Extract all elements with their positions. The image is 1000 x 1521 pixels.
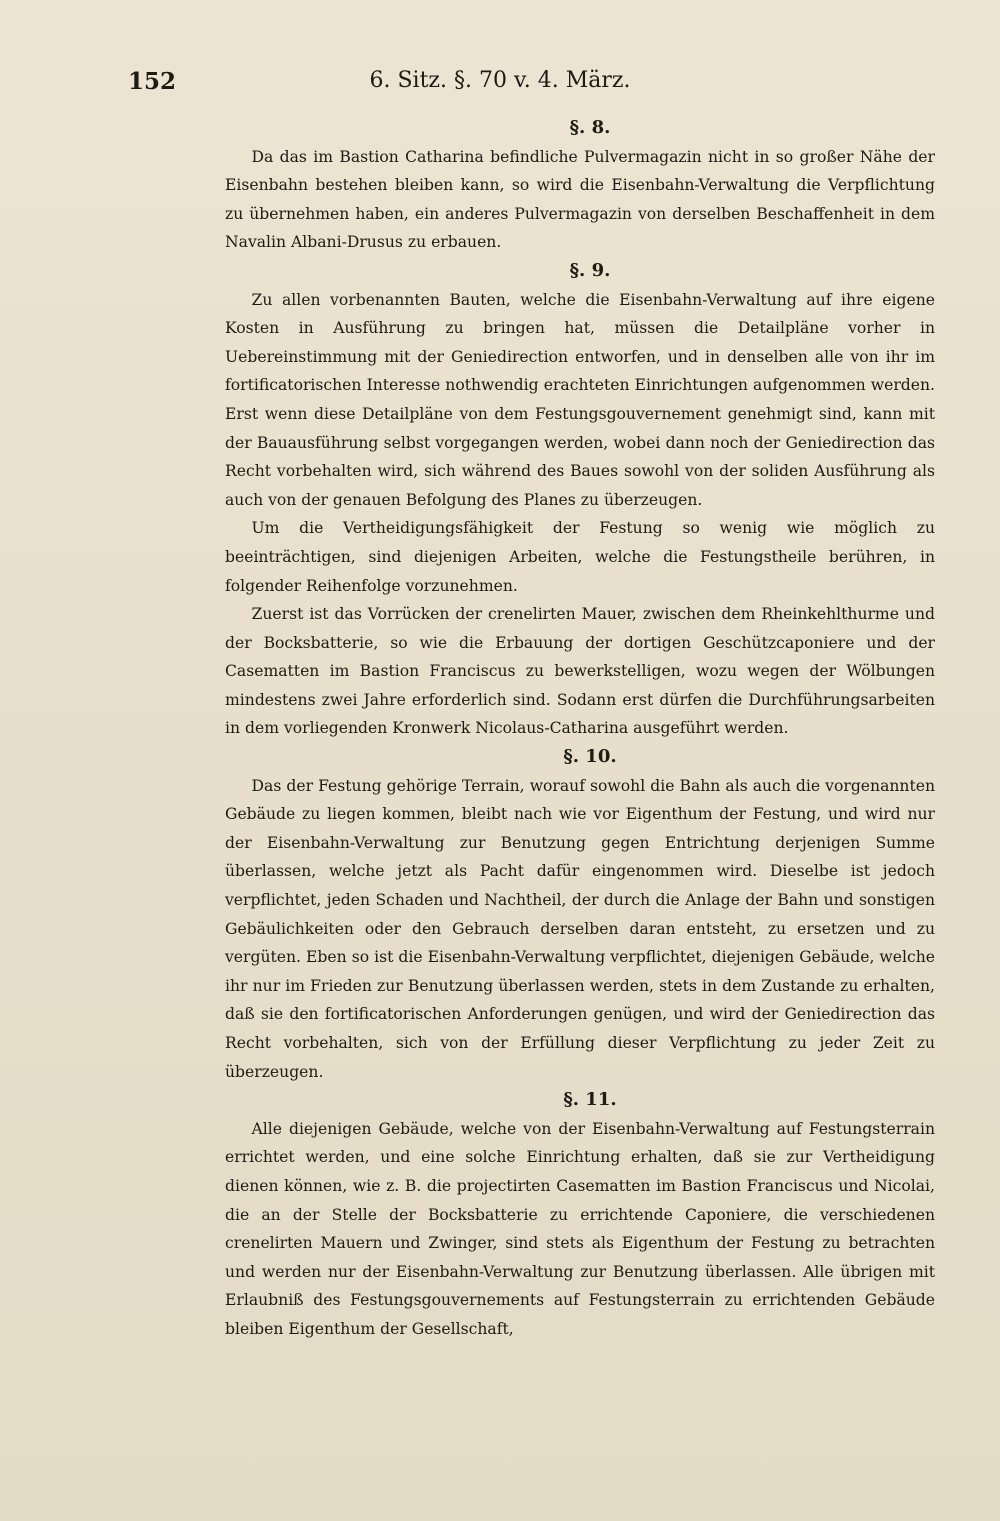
section [225, 743, 935, 1086]
paragraph: Um die Vertheidigungsfähigkeit der Festung so wenig wie möglich zu beeinträchtigen, sind diejenigen Arbeiten, welche die Festungstheile berühren, in folgender Reihenfolge vorzunehmen. [225, 519, 935, 595]
paragraph: Alle diejenigen Gebäude, welche von der Eisenbahn-Verwaltung auf Festungsterrain errichtet werden, und eine solche Einrichtung erhalten, daß sie zur Vertheidigung dienen können, wie z. B. die projectirten Casematten im Bastion Franciscus und Nicolai, die an der Stelle der Bocksbatterie zu errichtende Caponiere, die verschiedenen crenelirten Mauern und Zwinger, sind stets als Eigenthum der Festung zu betrachten und werden nur der Eisenbahn-Verwaltung zur Benutzung überlassen. Alle übrigen mit Erlaubniß des Festungsgouvernements auf Festungsterrain zu errichtenden Gebäude bleiben Eigenthum der Gesellschaft, [225, 1119, 935, 1338]
paragraph: Das der Festung gehörige Terrain, worauf sowohl die Bahn als auch die vorgenannten Gebäude zu liegen kommen, bleibt nach wie vor Eigenthum der Festung, und wird nur der Eisenbahn-Verwaltung zur Benutzung gegen Entrichtung derjenigen Summe überlassen, welche jetzt als Pacht dafür eingenommen wird. Dieselbe ist jedoch verpflichtet, jeden Schaden und Nachtheil, der durch die Anlage der Bahn und sonstigen Gebäulichkeiten oder den Gebrauch derselben daran entsteht, zu ersetzen und zu vergüten. Eben so ist die Eisenbahn-Verwaltung verpflichtet, diejenigen Gebäude, welche ihr nur im Frieden zur Benutzung überlassen werden, stets in dem Zustande zu erhalten, daß sie den fortificatorischen Anforderungen genügen, und wird der Geniedirection das Recht vorbehalten, sich von der Erfüllung dieser Verpflichtung zu jeder Zeit zu überzeugen. [225, 776, 935, 1081]
section-heading: §. 10. [563, 746, 617, 768]
page-header [128, 68, 872, 100]
section-heading: §. 11. [563, 1089, 617, 1111]
section-heading: §. 9. [569, 259, 611, 281]
running-head: 6. Sitz. §. 70 v. 4. März. [369, 68, 631, 93]
paragraph: Da das im Bastion Catharina befindliche Pulvermagazin nicht in so großer Nähe der Eisenbahn bestehen bleiben kann, so wird die Eisenbahn-Verwaltung die Verpflichtung zu übernehmen haben, ein anderes Pulvermagazin von derselben Beschaffenheit in dem Navalin Albani-Drusus zu erbauen. [225, 147, 935, 252]
paragraph: Zu allen vorbenannten Bauten, welche die Eisenbahn-Verwaltung auf ihre eigene Kosten in Ausführung zu bringen hat, müssen die Detailpläne vorher in Uebereinstimmung mit der Geniedirection entworfen, und in denselben alle von ihr im fortificatorischen Interesse nothwendig erachteten Einrichtungen aufgenommen werden. Erst wenn diese Detailpläne von dem Festungsgouvernement genehmigt sind, kann mit der Bauausführung selbst vorgegangen werden, wobei dann noch der Geniedirection das Recht vorbehalten wird, sich während des Baues sowohl von der soliden Ausführung als auch von der genauen Befolgung des Planes zu überzeugen. [225, 290, 935, 509]
paragraph: Zuerst ist das Vorrücken der crenelirten Mauer, zwischen dem Rheinkehlthurme und der Bocksbatterie, so wie die Erbauung der dortigen Geschützcaponiere und der Casematten im Bastion Franciscus zu bewerkstelligen, wozu wegen der Wölbungen mindestens zwei Jahre erforderlich sind. Sodann erst dürfen die Durchführungsarbeiten in dem vorliegenden Kronwerk Nicolaus-Catharina ausgeführt werden. [225, 605, 935, 738]
section-heading: §. 8. [569, 117, 611, 138]
page-body [225, 114, 935, 1344]
section [225, 114, 935, 257]
section [225, 257, 935, 743]
section [225, 1086, 935, 1343]
page-number: 152 [128, 68, 177, 95]
